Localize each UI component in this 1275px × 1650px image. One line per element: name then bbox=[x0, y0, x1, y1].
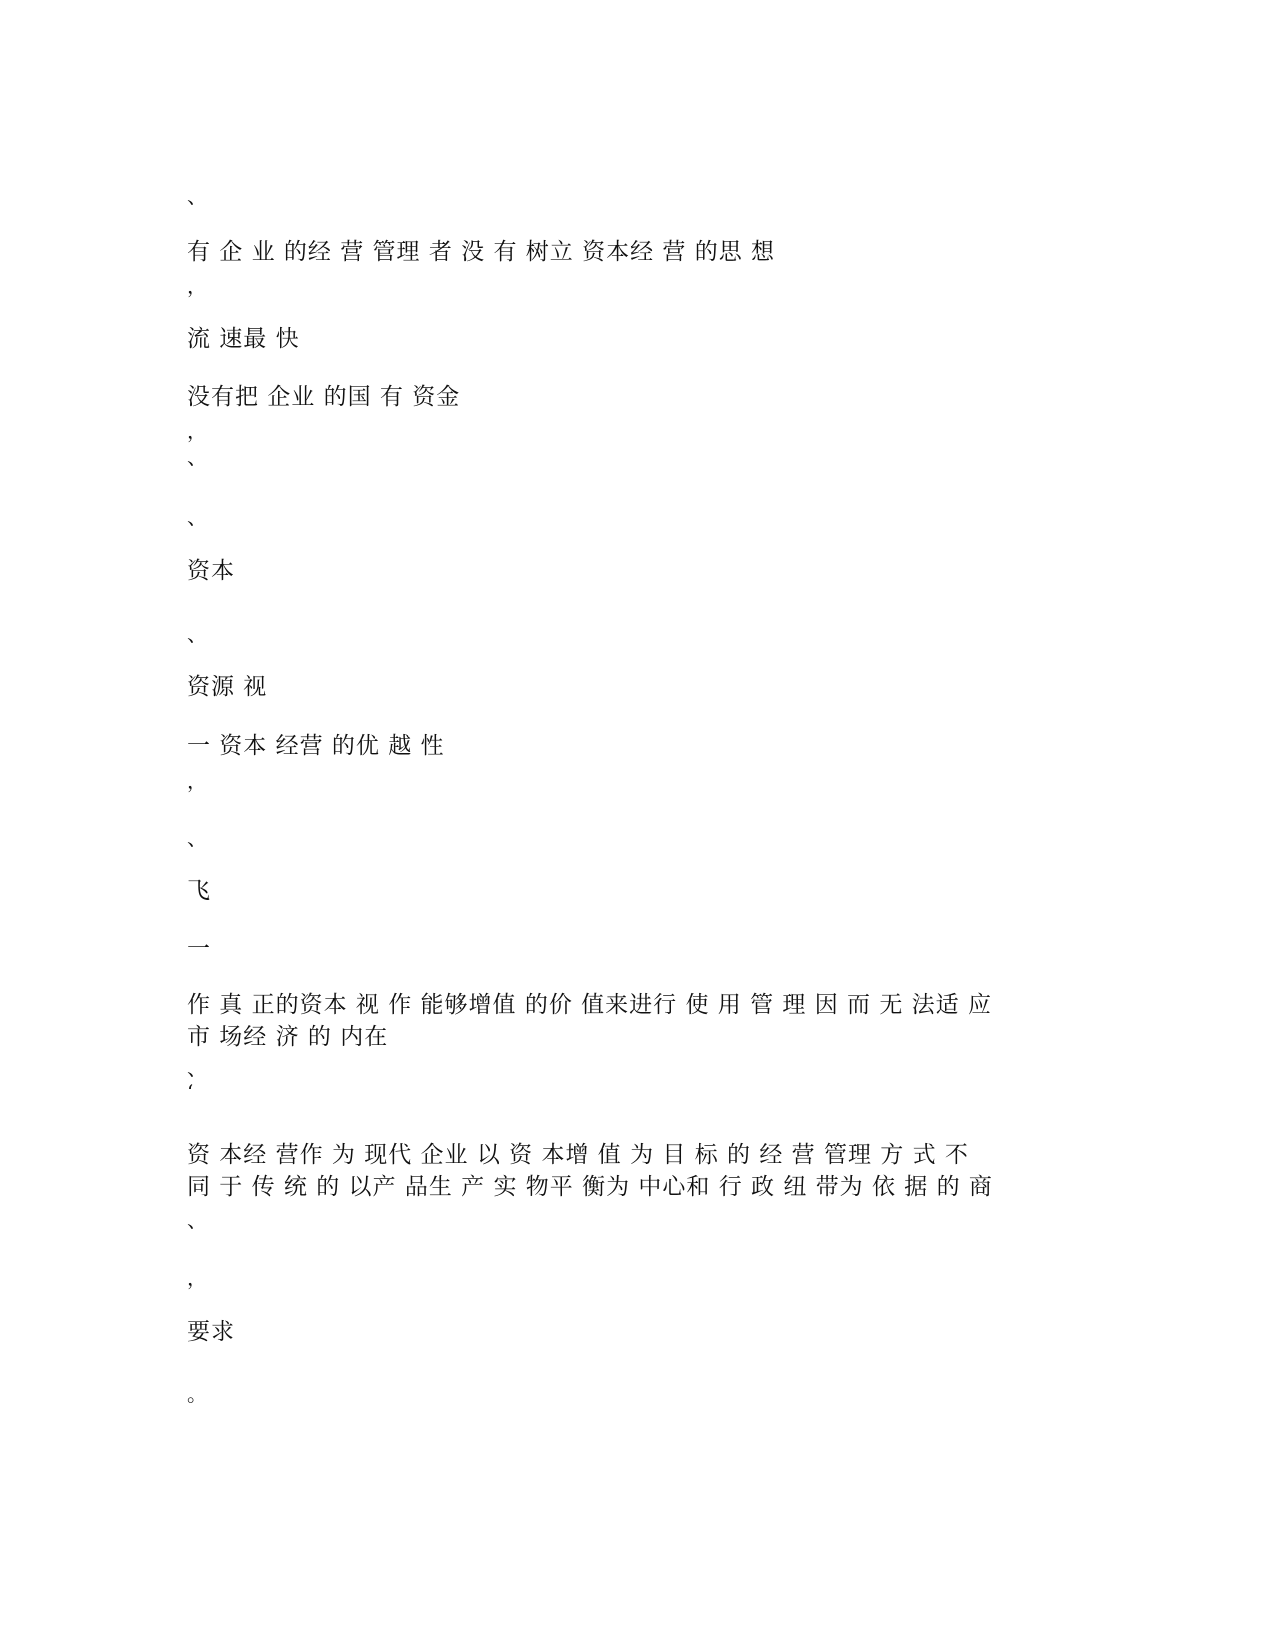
text-line: 、 bbox=[187, 505, 208, 529]
text-line: 、 bbox=[187, 826, 208, 850]
text-line: 资本 bbox=[187, 558, 235, 584]
text-line: 、 bbox=[187, 184, 208, 208]
text-line: 要求 bbox=[187, 1319, 235, 1345]
text-line: 、 bbox=[187, 1208, 208, 1232]
text-line: 资 本经 营作 为 现代 企业 以 资 本增 值 为 目 标 的 经 营 管理 方 式 不 bbox=[187, 1142, 969, 1168]
text-line: 一 资本 经营 的优 越 性 bbox=[187, 733, 445, 759]
text-line: 没有把 企业 的国 有 资金 bbox=[187, 384, 461, 410]
text-line: 流 速最 快 bbox=[187, 326, 300, 352]
text-line: 作 真 正的资本 视 作 能够增值 的价 值来进行 使 用 管 理 因 而 无 法适 应 bbox=[187, 992, 992, 1018]
text-line: ‘ bbox=[187, 1080, 195, 1104]
text-line: 、 bbox=[187, 1056, 208, 1080]
text-line: 、 bbox=[187, 622, 208, 646]
text-line: 飞 bbox=[187, 878, 211, 904]
text-line: 有 企 业 的经 营 管理 者 没 有 树立 资本经 营 的思 想 bbox=[187, 239, 776, 265]
text-line: 资源 视 bbox=[187, 674, 268, 700]
text-line: 、 bbox=[187, 445, 208, 469]
text-line: 一 bbox=[187, 936, 211, 962]
text-line: ， bbox=[187, 1266, 208, 1290]
text-line: 同 于 传 统 的 以产 品生 产 实 物平 衡为 中心和 行 政 纽 带为 依 据 的 商 bbox=[187, 1174, 993, 1200]
text-line: ， bbox=[187, 769, 208, 793]
text-line: ， bbox=[187, 274, 208, 298]
text-line: 。 bbox=[187, 1382, 208, 1406]
text-line: ， bbox=[187, 419, 208, 443]
text-line: 市 场经 济 的 内在 bbox=[187, 1024, 389, 1050]
